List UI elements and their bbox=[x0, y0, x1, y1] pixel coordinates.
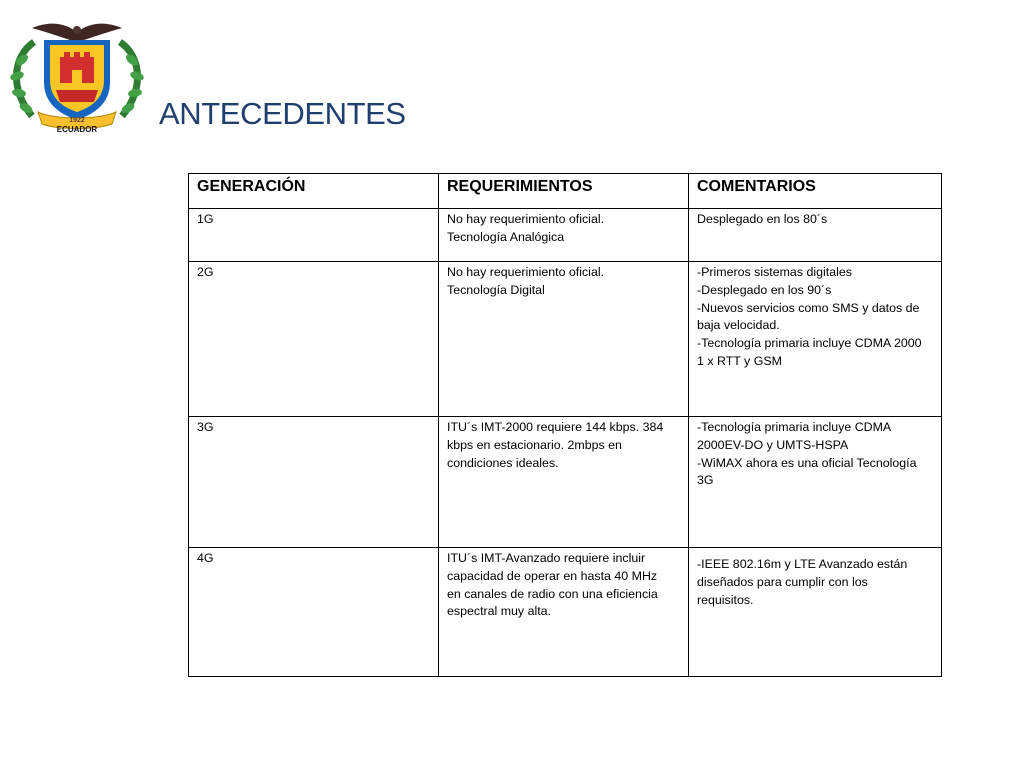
requirements-cell: ITU´s IMT-2000 requiere 144 kbps. 384 kbps en estacionario. 2mbps en condiciones ideales. bbox=[439, 417, 689, 548]
header-generation: GENERACIÓN bbox=[189, 174, 439, 209]
table-row bbox=[189, 548, 942, 677]
page-title: ANTECEDENTES bbox=[159, 96, 406, 131]
table-row bbox=[189, 262, 942, 417]
header-comments: COMENTARIOS bbox=[689, 174, 942, 209]
emblem-year-text: 1922 bbox=[69, 117, 85, 124]
table-row bbox=[189, 209, 942, 262]
generation-cell: 3G bbox=[189, 417, 439, 548]
generation-cell: 1G bbox=[189, 209, 439, 262]
generations-table bbox=[188, 173, 942, 677]
comments-cell: -IEEE 802.16m y LTE Avanzado están diseñados para cumplir con los requisitos. bbox=[689, 548, 942, 677]
table-row bbox=[189, 417, 942, 548]
comments-cell: Desplegado en los 80´s bbox=[689, 209, 942, 262]
generation-cell: 2G bbox=[189, 262, 439, 417]
requirements-cell: No hay requerimiento oficial. Tecnología Analógica bbox=[439, 209, 689, 262]
table-header-row bbox=[189, 174, 942, 209]
header-requirements: REQUERIMIENTOS bbox=[439, 174, 689, 209]
requirements-cell: No hay requerimiento oficial. Tecnología Digital bbox=[439, 262, 689, 417]
comments-cell: -Primeros sistemas digitales -Desplegado en los 90´s -Nuevos servicios como SMS y datos de baja velocidad. -Tecnología primaria incluye CDMA 2000 1 x RTT y GSM bbox=[689, 262, 942, 417]
comments-cell: -Tecnología primaria incluye CDMA 2000EV-DO y UMTS-HSPA -WiMAX ahora es una oficial Tecnología 3G bbox=[689, 417, 942, 548]
emblem-country-text: ECUADOR bbox=[56, 125, 98, 134]
generation-cell: 4G bbox=[189, 548, 439, 677]
ecuador-coat-of-arms-icon bbox=[4, 12, 150, 134]
requirements-cell: ITU´s IMT-Avanzado requiere incluir capacidad de operar en hasta 40 MHz en canales de radio con una eficiencia espectral muy alta. bbox=[439, 548, 689, 677]
